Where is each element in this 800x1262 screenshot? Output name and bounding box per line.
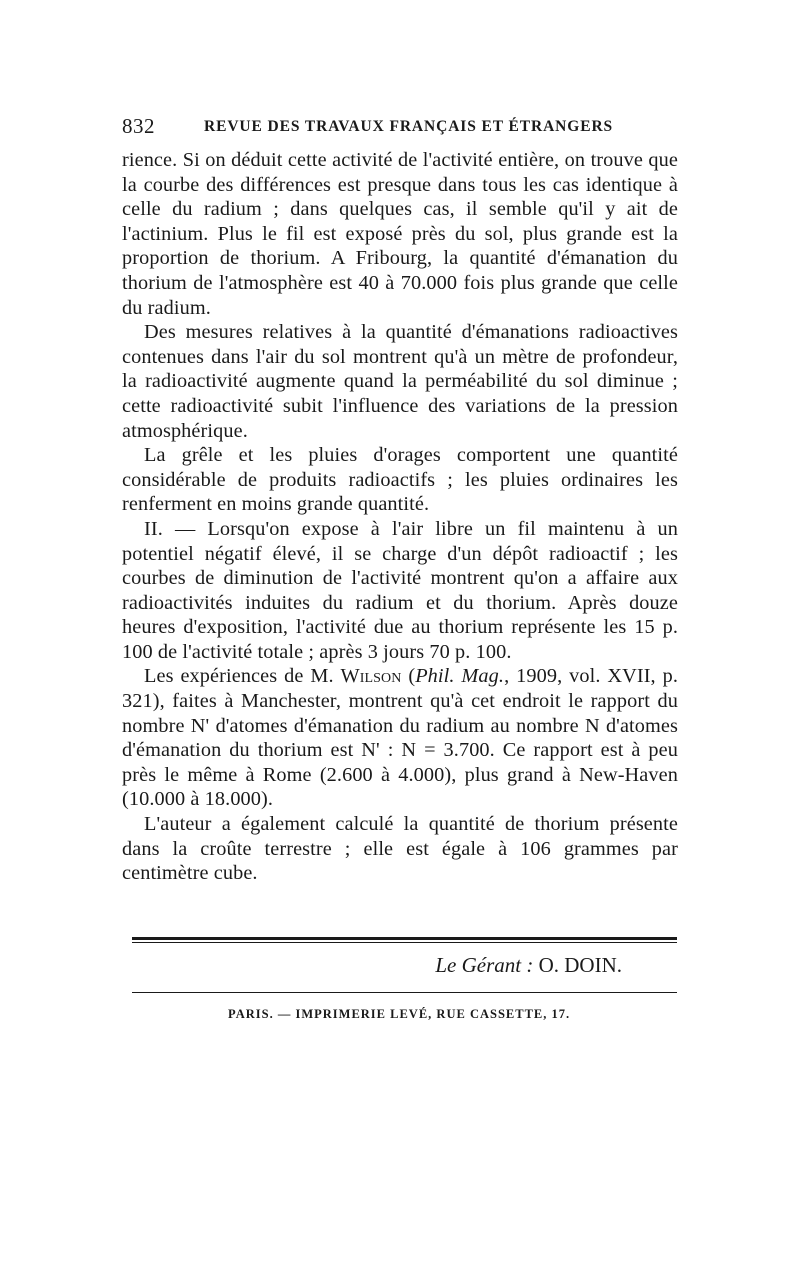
paragraph-5-lead: Les expériences de M. [144, 665, 341, 688]
gerant-line [435, 953, 622, 978]
page-number: 832 [122, 114, 155, 138]
paragraph-5-open: ( [401, 665, 416, 688]
running-head [122, 112, 678, 144]
gerant-name: O. DOIN. [533, 953, 622, 977]
paragraph-1: rience. Si on déduit cette activité de l'activité entière, on trouve que la courbe des différences est presque dans tous les cas identique à celle du radium ; dans quelques cas, il semble qu'il y ait de l'actinium. Plus le fil est exposé près du sol, plus grande est la proportion de thorium. A Fribourg, la quantité d'émanation du thorium de l'atmosphère est 40 à 70.000 fois plus grande que celle du radium. [122, 149, 678, 319]
paragraph-6: L'auteur a également calculé la quantité de thorium présente dans la croûte terrestre ; elle est égale à 106 grammes par centimètre cube. [122, 813, 678, 885]
closing-rule [132, 937, 677, 943]
journal-title: REVUE DES TRAVAUX FRANÇAIS ET ÉTRANGERS [204, 118, 614, 135]
journal-citation: Phil. Mag. [415, 665, 505, 688]
document-page [122, 112, 678, 1021]
paragraph-5 [122, 664, 678, 812]
thick-rule [132, 937, 677, 940]
paragraph-2: Des mesures relatives à la quantité d'émanations radioactives contenues dans l'air du sol montrent qu'à un mètre de profondeur, la radioactivité augmente quand la perméabilité du sol diminue ; cette radioactivité subit l'influence des variations de la pression atmosphérique. [122, 321, 678, 442]
paragraph-3: La grêle et les pluies d'orages comportent une quantité considérable de produits radioactifs ; les pluies ordinaires les renferment en moins grande quantité. [122, 444, 678, 516]
author-name: Wilson [340, 665, 402, 688]
article-body [122, 148, 678, 886]
gerant-label: Le Gérant : [435, 953, 534, 977]
paragraph-5-rest: , 1909, vol. XVII, p. 321), faites à Manchester, montrent qu'à cet endroit le rapport du nombre N' d'atomes d'émanation du radium au nombre N d'atomes d'émanation du thorium est N' : N = 3.700. Ce rapport est à peu près le même à Rome (2.600 à 4.000), plus grand à New-Haven (10.000 à 18.000). [122, 665, 678, 811]
bottom-rule [132, 992, 677, 993]
paragraph-4: II. — Lorsqu'on expose à l'air libre un fil maintenu à un potentiel négatif élevé, il se charge d'un dépôt radioactif ; les courbes de diminution de l'activité montrent qu'on a affaire aux radioactivités induites du radium et du thorium. Après douze heures d'exposition, l'activité due au thorium représente les 15 p. 100 de l'activité totale ; après 3 jours 70 p. 100. [122, 517, 678, 663]
thin-rule [132, 942, 677, 943]
printer-imprint: PARIS. — IMPRIMERIE LEVÉ, RUE CASSETTE, 17. [228, 1007, 571, 1021]
